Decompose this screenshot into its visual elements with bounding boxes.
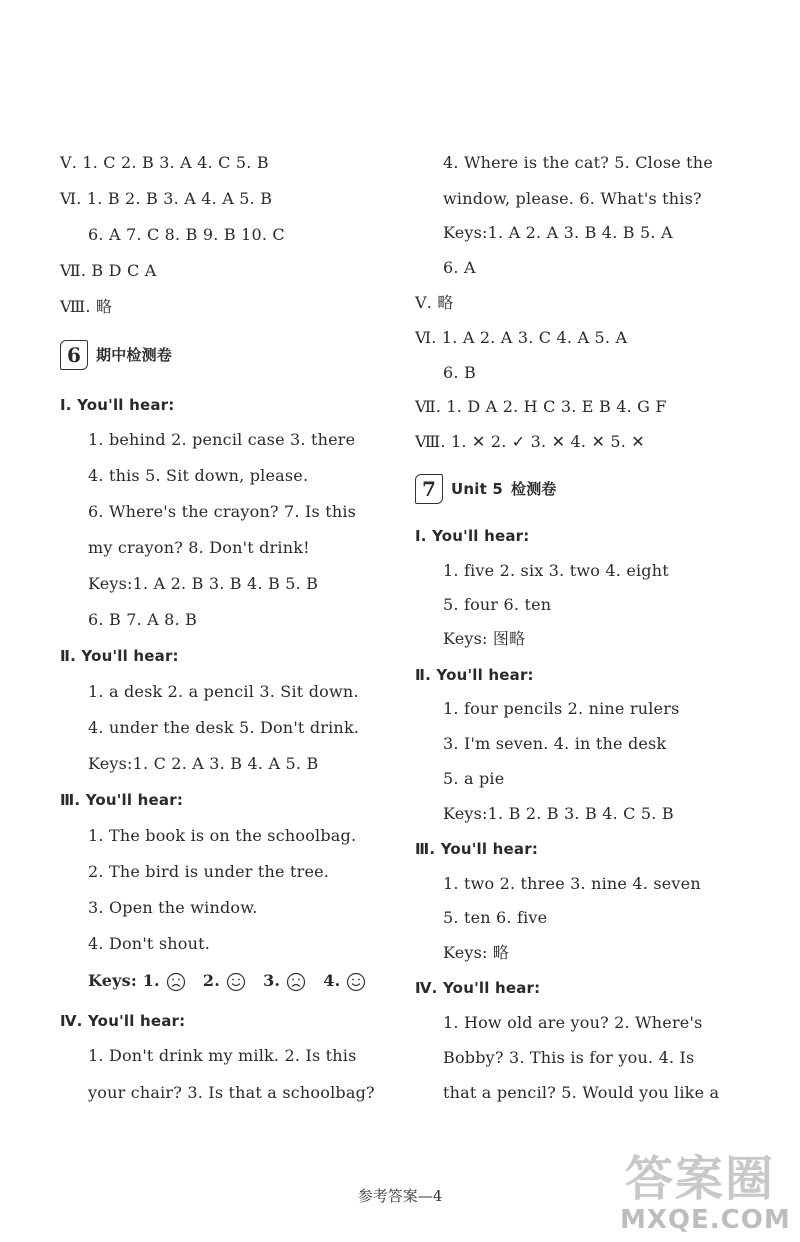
answer-line: 2. The bird is under the tree. xyxy=(88,862,330,881)
section-number-badge: 6 xyxy=(60,340,88,370)
sad-face-icon xyxy=(166,972,186,992)
answer-line: 1. The book is on the schoolbag. xyxy=(88,826,357,845)
answer-line: Keys:1. C 2. A 3. B 4. A 5. B xyxy=(88,754,319,773)
section-title: 检测卷 xyxy=(511,480,557,498)
answer-line: Keys: 略 xyxy=(443,943,510,962)
section-heading-7 xyxy=(415,474,557,504)
watermark-logo-text: 答案圈 xyxy=(625,1151,776,1207)
question-heading: Ⅱ. You'll hear: xyxy=(60,647,179,665)
answer-line: 4. this 5. Sit down, please. xyxy=(88,466,309,485)
answer-line: Ⅴ. 略 xyxy=(415,293,454,312)
answer-line: my crayon? 8. Don't drink! xyxy=(88,538,310,557)
answer-line: 1. a desk 2. a pencil 3. Sit down. xyxy=(88,682,359,701)
answer-line: 1. four pencils 2. nine rulers xyxy=(443,699,680,718)
answer-line: 1. two 2. three 3. nine 4. seven xyxy=(443,874,701,893)
watermark-url: MXQE.COM xyxy=(620,1205,791,1235)
keys-label: Keys: 1. xyxy=(88,971,166,990)
answer-line: Keys:1. B 2. B 3. B 4. C 5. B xyxy=(443,804,674,823)
keys-number: 2. xyxy=(185,971,226,990)
answer-line: 6. Where's the crayon? 7. Is this xyxy=(88,502,357,521)
answer-line: Keys:1. A 2. B 3. B 4. B 5. B xyxy=(88,574,319,593)
answer-line: Ⅴ. 1. C 2. B 3. A 4. C 5. B xyxy=(60,153,269,172)
section-heading-6 xyxy=(60,340,172,370)
question-heading: Ⅰ. You'll hear: xyxy=(415,527,530,545)
answer-line: that a pencil? 5. Would you like a xyxy=(443,1083,720,1102)
answer-line: 6. B 7. A 8. B xyxy=(88,610,198,629)
answer-line: 4. Where is the cat? 5. Close the xyxy=(443,153,713,172)
answer-line: 5. four 6. ten xyxy=(443,595,552,614)
answer-line: Bobby? 3. This is for you. 4. Is xyxy=(443,1048,695,1067)
answer-line: 6. A 7. C 8. B 9. B 10. C xyxy=(88,225,285,244)
answer-line: 1. How old are you? 2. Where's xyxy=(443,1013,703,1032)
page-footer: 参考答案—4 xyxy=(357,1187,443,1205)
answer-line: 5. a pie xyxy=(443,769,505,788)
question-heading: Ⅳ. You'll hear: xyxy=(60,1012,186,1030)
question-heading: Ⅲ. You'll hear: xyxy=(415,840,539,858)
answer-line: 3. I'm seven. 4. in the desk xyxy=(443,734,667,753)
question-heading: Ⅱ. You'll hear: xyxy=(415,666,534,684)
smiley-face-icon xyxy=(346,972,366,992)
keys-number: 3. xyxy=(245,971,286,990)
answer-line: Ⅵ. 1. A 2. A 3. C 4. A 5. A xyxy=(415,328,628,347)
smiley-face-icon xyxy=(226,972,246,992)
answer-line: 1. five 2. six 3. two 4. eight xyxy=(443,561,669,580)
keys-number: 4. xyxy=(305,971,347,990)
answer-line: Ⅷ. 略 xyxy=(60,297,113,316)
section-title: 期中检测卷 xyxy=(96,346,173,364)
answer-line: 4. under the desk 5. Don't drink. xyxy=(88,718,360,737)
section-title-english: Unit 5 xyxy=(451,480,504,498)
answer-line: 3. Open the window. xyxy=(88,898,258,917)
answer-line: Ⅶ. 1. D A 2. H C 3. E B 4. G F xyxy=(415,397,667,416)
answer-line: Ⅶ. B D C A xyxy=(60,261,157,280)
answer-line: 1. Don't drink my milk. 2. Is this xyxy=(88,1046,357,1065)
question-heading: Ⅰ. You'll hear: xyxy=(60,396,175,414)
section-number-badge: 7 xyxy=(415,474,443,504)
question-heading: Ⅳ. You'll hear: xyxy=(415,979,541,997)
answer-line: Ⅷ. 1. ✕ 2. ✓ 3. ✕ 4. ✕ 5. ✕ xyxy=(415,432,645,451)
keys-faces-line xyxy=(60,970,366,992)
sad-face-icon xyxy=(286,972,306,992)
answer-line: 6. A xyxy=(443,258,476,277)
answer-line: Ⅵ. 1. B 2. B 3. A 4. A 5. B xyxy=(60,189,273,208)
answer-line: your chair? 3. Is that a schoolbag? xyxy=(88,1083,375,1102)
answer-line: 5. ten 6. five xyxy=(443,908,548,927)
answer-line: 4. Don't shout. xyxy=(88,934,210,953)
answer-line: Keys:1. A 2. A 3. B 4. B 5. A xyxy=(443,223,673,242)
answer-line: Keys: 图略 xyxy=(443,629,526,648)
answer-line: window, please. 6. What's this? xyxy=(443,189,702,208)
answer-line: 6. B xyxy=(443,363,476,382)
answer-line: 1. behind 2. pencil case 3. there xyxy=(88,430,356,449)
question-heading: Ⅲ. You'll hear: xyxy=(60,791,184,809)
